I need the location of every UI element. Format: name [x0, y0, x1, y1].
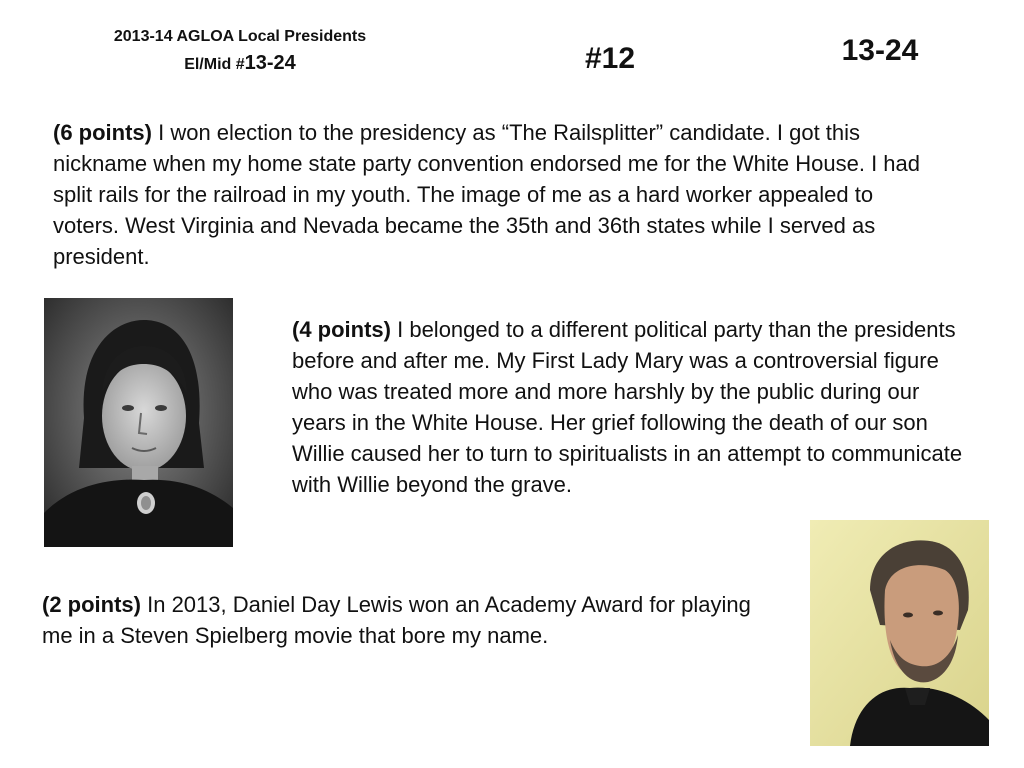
- clue-text: I won election to the presidency as “The Railsplitter” candidate. I got this nickname when my home state party convention endorsed me for the White House. I had split rails for the railroad in my youth. The image of me as a hard worker appealed to voters. West Virginia and Nevada became the 35th and 36th states while I served as president.: [53, 120, 921, 269]
- header-title: 2013-14 AGLOA Local Presidents: [113, 28, 367, 45]
- clue-four-points: [292, 314, 972, 500]
- mary-lincoln-photo: [44, 298, 233, 547]
- mary-portrait-icon: [44, 298, 233, 547]
- question-number: #12: [584, 42, 636, 75]
- clue-text: In 2013, Daniel Day Lewis won an Academy Award for playing me in a Steven Spielberg movie that bore my name.: [42, 592, 751, 648]
- lewis-portrait-icon: [810, 520, 989, 746]
- daniel-day-lewis-photo: [810, 520, 989, 746]
- header-title-block: [60, 24, 420, 78]
- header-subtitle-prefix: El/Mid #: [184, 56, 245, 73]
- header-subtitle: [60, 50, 420, 78]
- clue-two-points: [42, 589, 782, 651]
- clue-points-label: (6 points): [53, 120, 152, 145]
- header-subtitle-code: 13-24: [244, 52, 296, 74]
- clue-six-points: [53, 117, 933, 272]
- clue-text: I belonged to a different political party than the presidents before and after me. My First Lady Mary was a controversial figure who was treated more and more harshly by the public during our years in the White House. Her grief following the death of our son Willie caused her to turn to spiritualists in an attempt to communicate with Willie beyond the grave.: [292, 317, 963, 497]
- clue-points-label: (2 points): [42, 592, 141, 617]
- clue-points-label: (4 points): [292, 317, 391, 342]
- corner-code: 13-24: [841, 34, 919, 67]
